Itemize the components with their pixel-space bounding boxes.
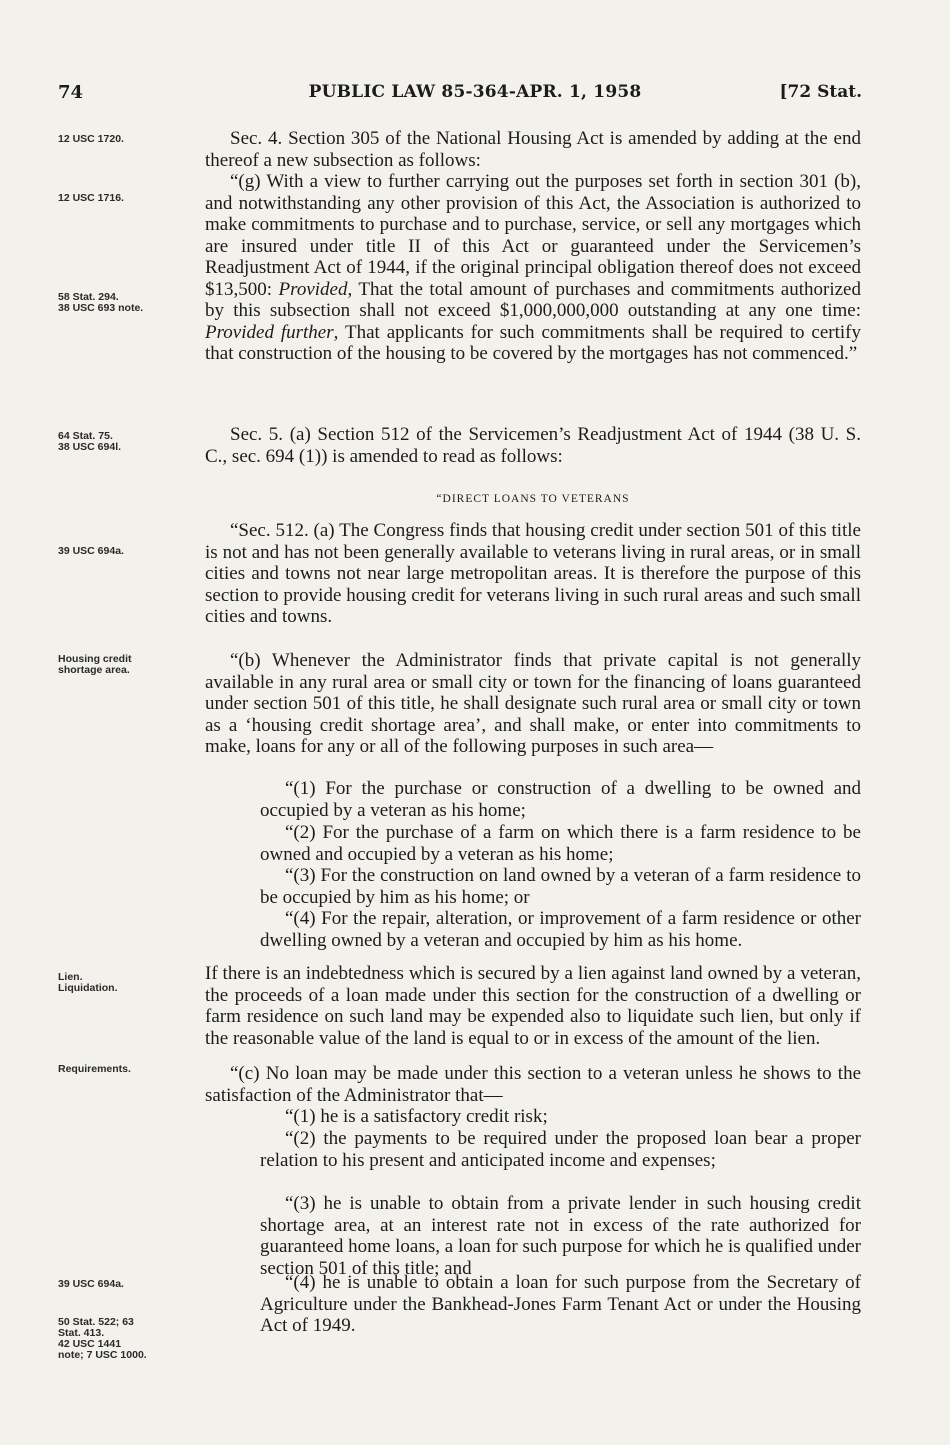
margin-note: 64 Stat. 75. 38 USC 694l. <box>58 430 122 453</box>
list-item: “(3) For the construction on land owned by a veteran of a farm residence to be occupied by him as his home; or <box>260 865 861 908</box>
subsection-g <box>205 171 861 365</box>
subsection-g-text-1: “(g) With a view to further carrying out the purposes set forth in section 301 (b), and notwithstanding any other provision of this Act, the Association is authorized to make commitments to purchase and to purchase, service, or sell any mortgages which are insured under title II of this Act or guaranteed under the Servicemen’s Readjustment Act of 1944, if the original principal obligation thereof does not exceed $13,500: <box>205 171 861 300</box>
margin-note: 58 Stat. 294. 38 USC 693 note. <box>58 291 144 314</box>
margin-note: 39 USC 694a. <box>58 545 124 557</box>
subsection-g-text-2: , That the total amount of purchases and commitments authorized by this subsection shall not exceed $1,000,000,000 outstanding at any one time: <box>205 278 861 321</box>
list-item: “(1) he is a satisfactory credit risk; <box>285 1106 548 1127</box>
section-5: Sec. 5. (a) Section 512 of the Servicemen’s Readjustment Act of 1944 (38 U. S. C., sec. 694 (1)) is amended to read as follows: <box>205 424 861 467</box>
list-item: “(1) For the purchase or construction of a dwelling to be owned and occupied by a veteran as his home; <box>260 778 861 821</box>
margin-note: Housing credit shortage area. <box>58 653 132 676</box>
list-item: “(2) the payments to be required under the proposed loan bear a proper relation to his present and anticipated income and expenses; <box>260 1128 861 1171</box>
running-title: PUBLIC LAW 85-364-APR. 1, 1958 <box>308 82 642 102</box>
margin-note: 39 USC 694a. <box>58 1278 124 1290</box>
section-512-a: “Sec. 512. (a) The Congress finds that housing credit under section 501 of this title is not and has not been generally available to veterans living in rural areas, or in small cities and towns not near large metropolitan areas. It is therefore the purpose of this section to provide housing credit for veterans living in such rural areas and such small cities and towns. <box>205 520 861 627</box>
list-item: “(3) he is unable to obtain from a private lender in such housing credit shortage area, at an interest rate not in excess of the rate authorized for guaranteed home loans, a loan for such purpose for which he is qualified under section 501 of this title; and <box>260 1193 861 1279</box>
lien-paragraph: If there is an indebtedness which is secured by a lien against land owned by a veteran, the proceeds of a loan made under this section for the construction of a dwelling or farm residence on such land may be expended also to liquidate such lien, but only if the reasonable value of the land is equal to or in excess of the amount of the lien. <box>205 963 861 1049</box>
list-item: “(4) For the repair, alteration, or improvement of a farm residence or other dwelling owned by a veteran and occupied by him as his home. <box>260 908 861 951</box>
margin-note: Requirements. <box>58 1063 131 1075</box>
page-number: 74 <box>58 82 84 103</box>
proviso-further: Provided further <box>205 321 334 343</box>
margin-note: 12 USC 1720. <box>58 133 124 145</box>
statute-reference: [72 Stat. <box>779 82 862 102</box>
section-4-intro: Sec. 4. Section 305 of the National Housing Act is amended by adding at the end thereof a new subsection as follows: <box>205 128 861 171</box>
proviso: Provided <box>278 278 348 300</box>
margin-note: 50 Stat. 522; 63 Stat. 413. 42 USC 1441 note; 7 USC 1000. <box>58 1316 147 1361</box>
section-heading: “DIRECT LOANS TO VETERANS <box>436 493 630 505</box>
margin-note: 12 USC 1716. <box>58 192 124 204</box>
section-512-b: “(b) Whenever the Administrator finds that private capital is not generally available in any rural area or small city or town for the financing of loans guaranteed under section 501 of this title, he shall designate such rural area or small city or town as a ‘housing credit shortage area’, and shall make, or enter into commitments to make, loans for any or all of the following purposes in such area— <box>205 650 861 757</box>
list-item: “(4) he is unable to obtain a loan for such purpose from the Secretary of Agriculture under the Bankhead-Jones Farm Tenant Act or under the Housing Act of 1949. <box>260 1272 861 1336</box>
margin-note: Lien. Liquidation. <box>58 971 118 994</box>
subsection-g-text-3: , That applicants for such commitments shall be required to certify that construction of the housing to be covered by the mortgages has not commenced.” <box>205 321 861 364</box>
list-item: “(2) For the purchase of a farm on which there is a farm residence to be owned and occupied by a veteran as his home; <box>260 822 861 865</box>
section-512-c: “(c) No loan may be made under this section to a veteran unless he shows to the satisfaction of the Administrator that— <box>205 1063 861 1106</box>
